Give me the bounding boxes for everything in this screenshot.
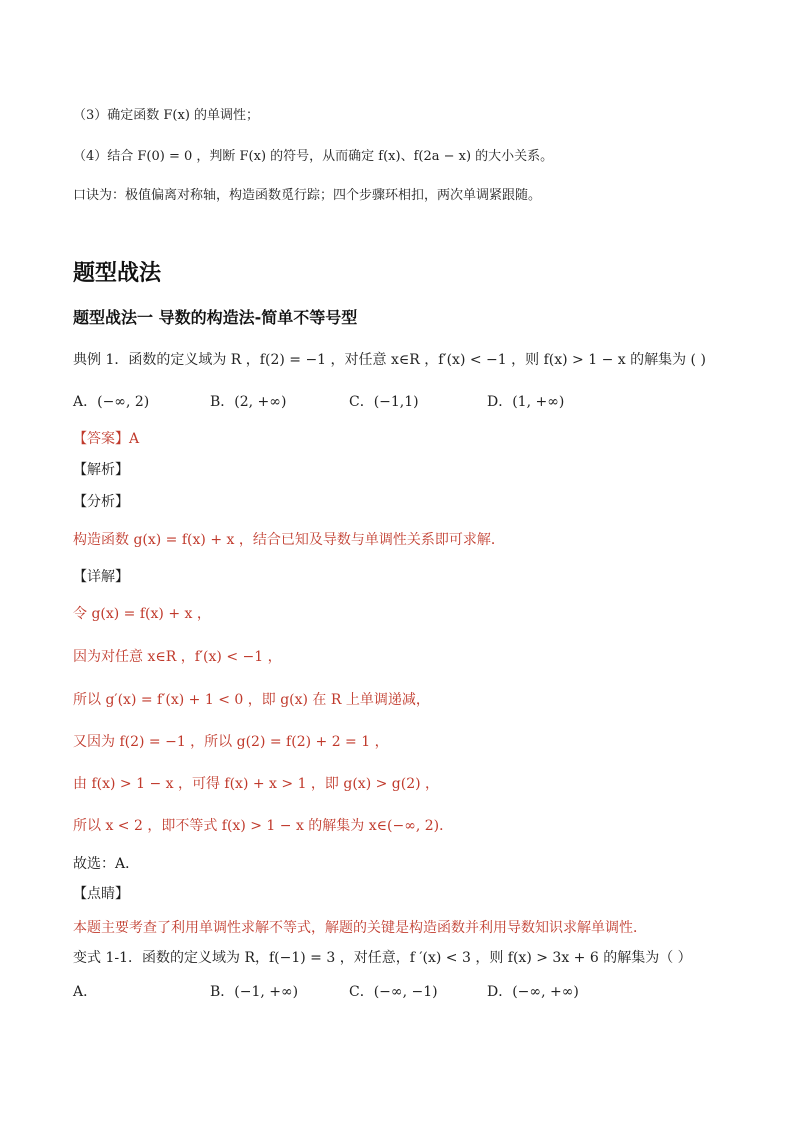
- option-b: B．(2, +∞): [210, 394, 287, 410]
- variant-option-d: D．(−∞, +∞): [487, 984, 579, 1000]
- detail-step-6: 所以 x < 2 ，即不等式 f(x) > 1 − x 的解集为 x∈(−∞, 2)．: [73, 818, 454, 834]
- variant-option-b: B．(−1, +∞): [210, 984, 299, 1000]
- variant-option-a: A．: [73, 984, 98, 1000]
- dianjing-label: 【点睛】: [73, 886, 129, 902]
- jiexi-label: 【解析】: [73, 462, 129, 478]
- detail-step-2: 因为对任意 x∈R ，f′(x) < −1 ，: [73, 649, 282, 665]
- detail-step-4: 又因为 f(2) = −1 ，所以 g(2) = f(2) + 2 = 1 ，: [73, 734, 389, 750]
- mnemonic-line: 口诀为：极值偏离对称轴，构造函数觅行踪；四个步骤环相扣，两次单调紧跟随。: [73, 188, 542, 203]
- fenxi-label: 【分析】: [73, 494, 129, 510]
- variant-question: 变式 1-1．函数的定义域为 R，f(−1) = 3 ，对任意，f ′(x) < 3 ，则 f(x) > 3x + 6 的解集为（ ）: [73, 950, 692, 966]
- detail-step-3: 所以 g′(x) = f′(x) + 1 < 0 ，即 g(x) 在 R 上单调递减，: [73, 692, 430, 708]
- answer-label: 【答案】A: [73, 431, 140, 447]
- xiangjie-label: 【详解】: [73, 569, 129, 585]
- detail-step-7: 故选：A．: [73, 856, 140, 872]
- analysis-text: 构造函数 g(x) = f(x) + x ，结合已知及导数与单调性关系即可求解．: [73, 532, 505, 548]
- section-title: 题型战法: [73, 261, 162, 286]
- option-c: C．(−1,1): [349, 394, 419, 410]
- comment-text: 本题主要考查了利用单调性求解不等式，解题的关键是构造函数并利用导数知识求解单调性．: [73, 920, 647, 936]
- detail-step-1: 令 g(x) = f(x) + x ，: [73, 606, 211, 622]
- variant-option-c: C．(−∞, −1): [349, 984, 438, 1000]
- example-1-question: 典例 1．函数的定义域为 R ，f(2) = −1 ，对任意 x∈R ，f′(x) < −1 ，则 f(x) > 1 − x 的解集为 ( ): [73, 352, 706, 368]
- option-a: A．(−∞, 2): [73, 394, 150, 410]
- detail-step-5: 由 f(x) > 1 − x ，可得 f(x) + x > 1 ，即 g(x) > g(2) ，: [73, 776, 440, 792]
- subsection-title: 题型战法一 导数的构造法-简单不等号型: [73, 308, 358, 327]
- step4-line: （4）结合 F(0) = 0 ，判断 F(x) 的符号，从而确定 f(x)、f(2a − x) 的大小关系。: [73, 149, 554, 164]
- option-d: D．(1, +∞): [487, 394, 565, 410]
- step3-line: （3）确定函数 F(x) 的单调性；: [73, 108, 260, 123]
